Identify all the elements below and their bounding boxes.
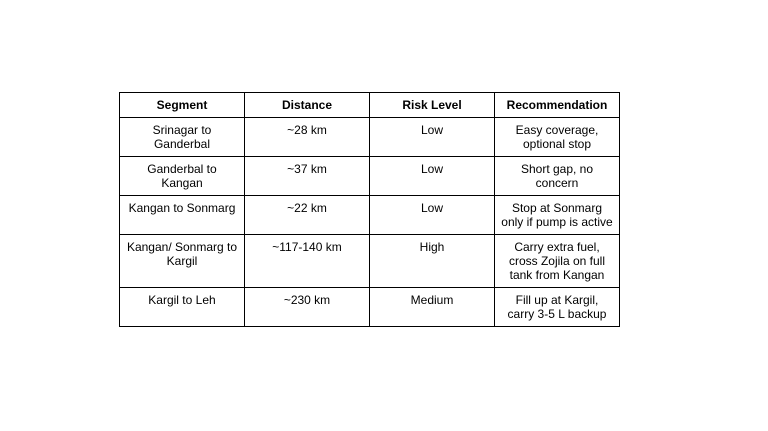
cell-segment: Kangan to Sonmarg bbox=[120, 196, 245, 235]
cell-distance: ~37 km bbox=[245, 157, 370, 196]
cell-segment: Kangan/ Sonmarg to Kargil bbox=[120, 235, 245, 288]
cell-segment: Srinagar to Ganderbal bbox=[120, 118, 245, 157]
header-segment: Segment bbox=[120, 93, 245, 118]
header-risk-level: Risk Level bbox=[370, 93, 495, 118]
table-header-row bbox=[120, 93, 620, 118]
table-row bbox=[120, 235, 620, 288]
table-row bbox=[120, 288, 620, 327]
cell-distance: ~230 km bbox=[245, 288, 370, 327]
cell-recommendation: Easy coverage, optional stop bbox=[495, 118, 620, 157]
cell-risk-level: Low bbox=[370, 118, 495, 157]
cell-recommendation: Fill up at Kargil, carry 3-5 L backup bbox=[495, 288, 620, 327]
cell-distance: ~22 km bbox=[245, 196, 370, 235]
table-row bbox=[120, 157, 620, 196]
table-row bbox=[120, 196, 620, 235]
header-recommendation: Recommendation bbox=[495, 93, 620, 118]
cell-risk-level: Low bbox=[370, 157, 495, 196]
cell-risk-level: High bbox=[370, 235, 495, 288]
cell-segment: Ganderbal to Kangan bbox=[120, 157, 245, 196]
table-row bbox=[120, 118, 620, 157]
cell-segment: Kargil to Leh bbox=[120, 288, 245, 327]
cell-distance: ~28 km bbox=[245, 118, 370, 157]
cell-recommendation: Carry extra fuel, cross Zojila on full tank from Kangan bbox=[495, 235, 620, 288]
cell-recommendation: Stop at Sonmarg only if pump is active bbox=[495, 196, 620, 235]
cell-recommendation: Short gap, no concern bbox=[495, 157, 620, 196]
cell-risk-level: Medium bbox=[370, 288, 495, 327]
cell-risk-level: Low bbox=[370, 196, 495, 235]
cell-distance: ~117-140 km bbox=[245, 235, 370, 288]
header-distance: Distance bbox=[245, 93, 370, 118]
fuel-route-table bbox=[119, 92, 620, 327]
